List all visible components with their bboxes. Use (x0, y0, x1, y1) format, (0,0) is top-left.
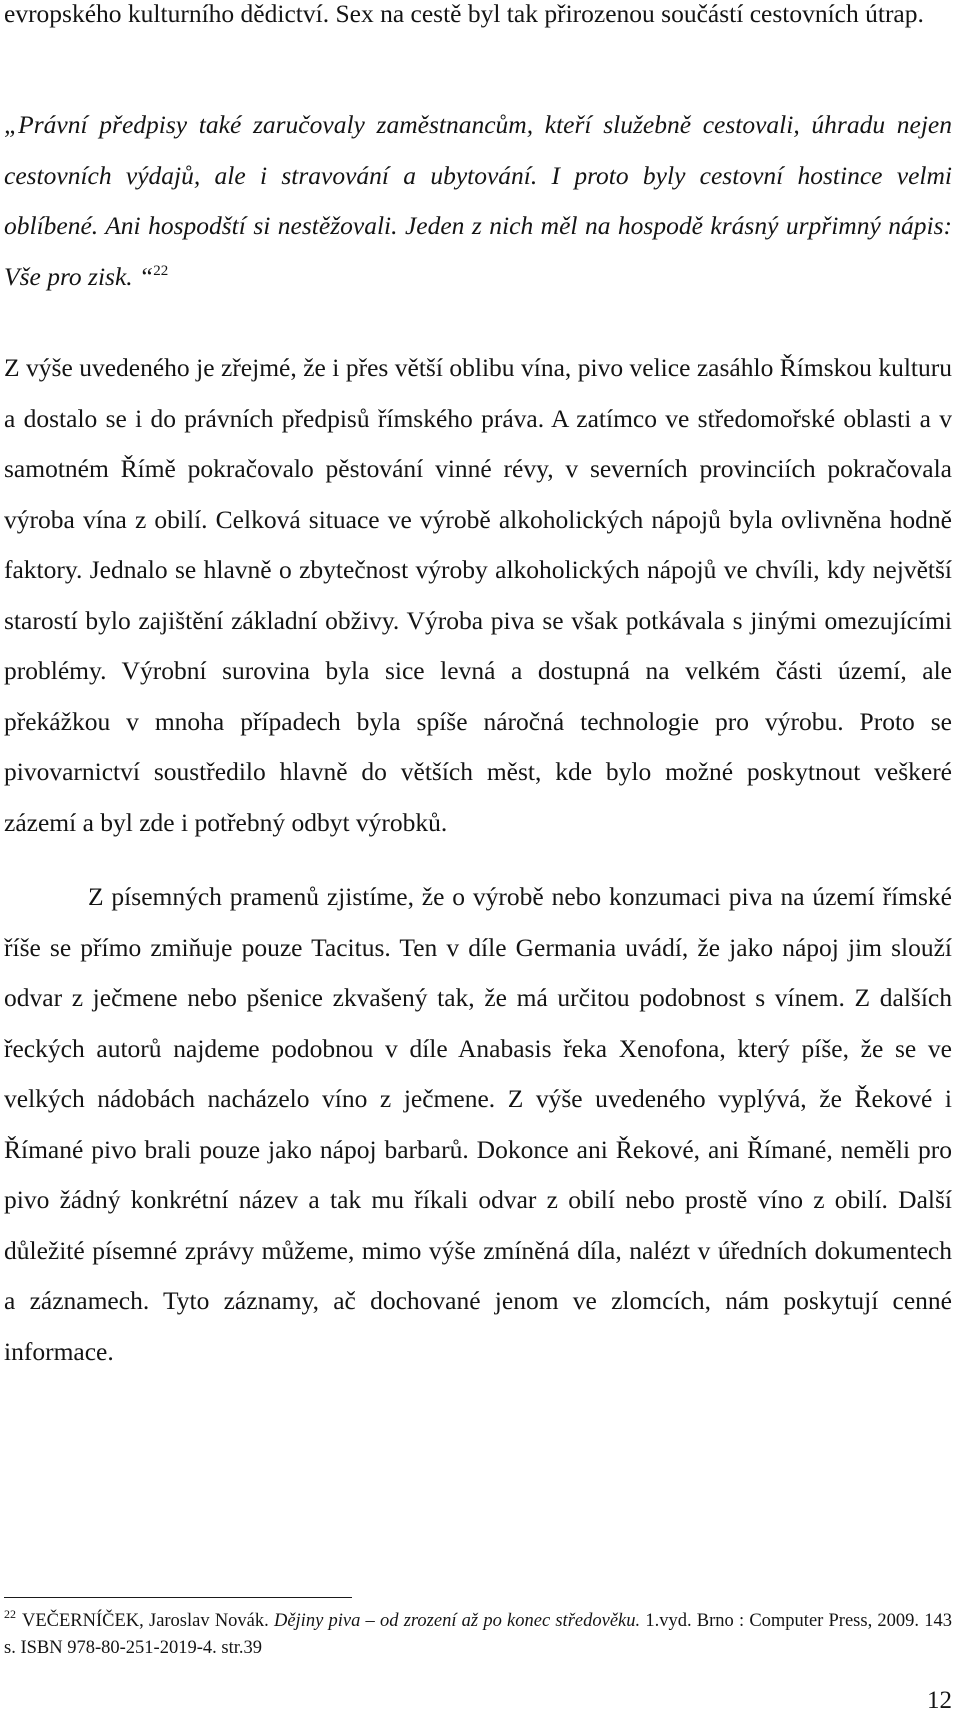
footnote-details: 1.vyd. Brno : Computer Press, 2009. 143 s. ISBN 978-80-251-2019-4. str.39 (4, 1611, 952, 1658)
footnote-author: VEČERNÍČEK, Jaroslav Novák. (22, 1611, 269, 1631)
footnote-number: 22 (4, 1607, 16, 1621)
block-quote (4, 100, 952, 302)
quote-text: „Právní předpisy také zaručovaly zaměstnancům, kteří služebně cestovali, úhradu nejen cestovních výdajů, ale i stravování a ubytování. I proto byly cestovní hostince velmi oblíbené. Ani hospodští si nestěžovali. Jeden z nich měl na hospodě krásný urpřimný nápis: Vše pro zisk. “ (4, 110, 952, 291)
paragraph-beer-roman-culture: Z výše uvedeného je zřejmé, že i přes větší oblibu vína, pivo velice zasáhlo Římskou kulturu a dostalo se i do právních předpisů římského práva. A zatímco ve středomořské oblasti a v samotném Římě pokračovalo pěstování vinné révy, v severních provinciích pokračovala výroba vína z obilí. Celková situace ve výrobě alkoholických nápojů byla ovlivněna hodně faktory. Jednalo se hlavně o zbytečnost výroby alkoholických nápojů ve chvíli, kdy největší starostí bylo zajištění základní obživy. Výroba piva se však potkávala s jinými omezujícími problémy. Výrobní surovina byla sice levná a dostupná na velkém části území, ale překážkou v mnoha případech byla spíše náročná technologie pro výrobu. Proto se pivovarnictví soustředilo hlavně do větších měst, kde bylo možné poskytnout veškeré zázemí a byl zde i potřebný odbyt výrobků. (4, 353, 952, 837)
paragraph-written-sources: Z písemných pramenů zjistíme, že o výrobě nebo konzumaci piva na území římské říše se přímo zmiňuje pouze Tacitus. Ten v díle Germania uvádí, že jako nápoj jim slouží odvar z ječmene nebo pšenice zkvašený tak, že má určitou podobnost s vínem. Z dalších řeckých autorů najdeme podobnou v díle Anabasis řeka Xenofona, který píše, že se ve velkých nádobách nacházelo víno z ječmene. Z výše uvedeného vyplývá, že Řekové i Římané pivo brali pouze jako nápoj barbarů. Dokonce ani Řekové, ani Římané, neměli pro pivo žádný konkrétní název a tak mu říkali odvar z obilí nebo prostě víno z obilí. Další důležité písemné zprávy můžeme, mimo výše zmíněná díla, nalézt v úředních dokumentech a záznamech. Tyto záznamy, ač dochované jenom ve zlomcích, nám poskytují cenné informace. (4, 882, 952, 1366)
footnote (4, 1608, 952, 1662)
footnote-separator (4, 1597, 352, 1598)
paragraph-continuation: evropského kulturního dědictví. Sex na cestě byl tak přirozenou součástí cestovních útrap. (4, 0, 924, 28)
footnote-title: Dějiny piva – od zrození až po konec středověku. (273, 1611, 641, 1631)
footnote-reference: 22 (153, 262, 169, 279)
page-number: 12 (927, 1687, 952, 1714)
